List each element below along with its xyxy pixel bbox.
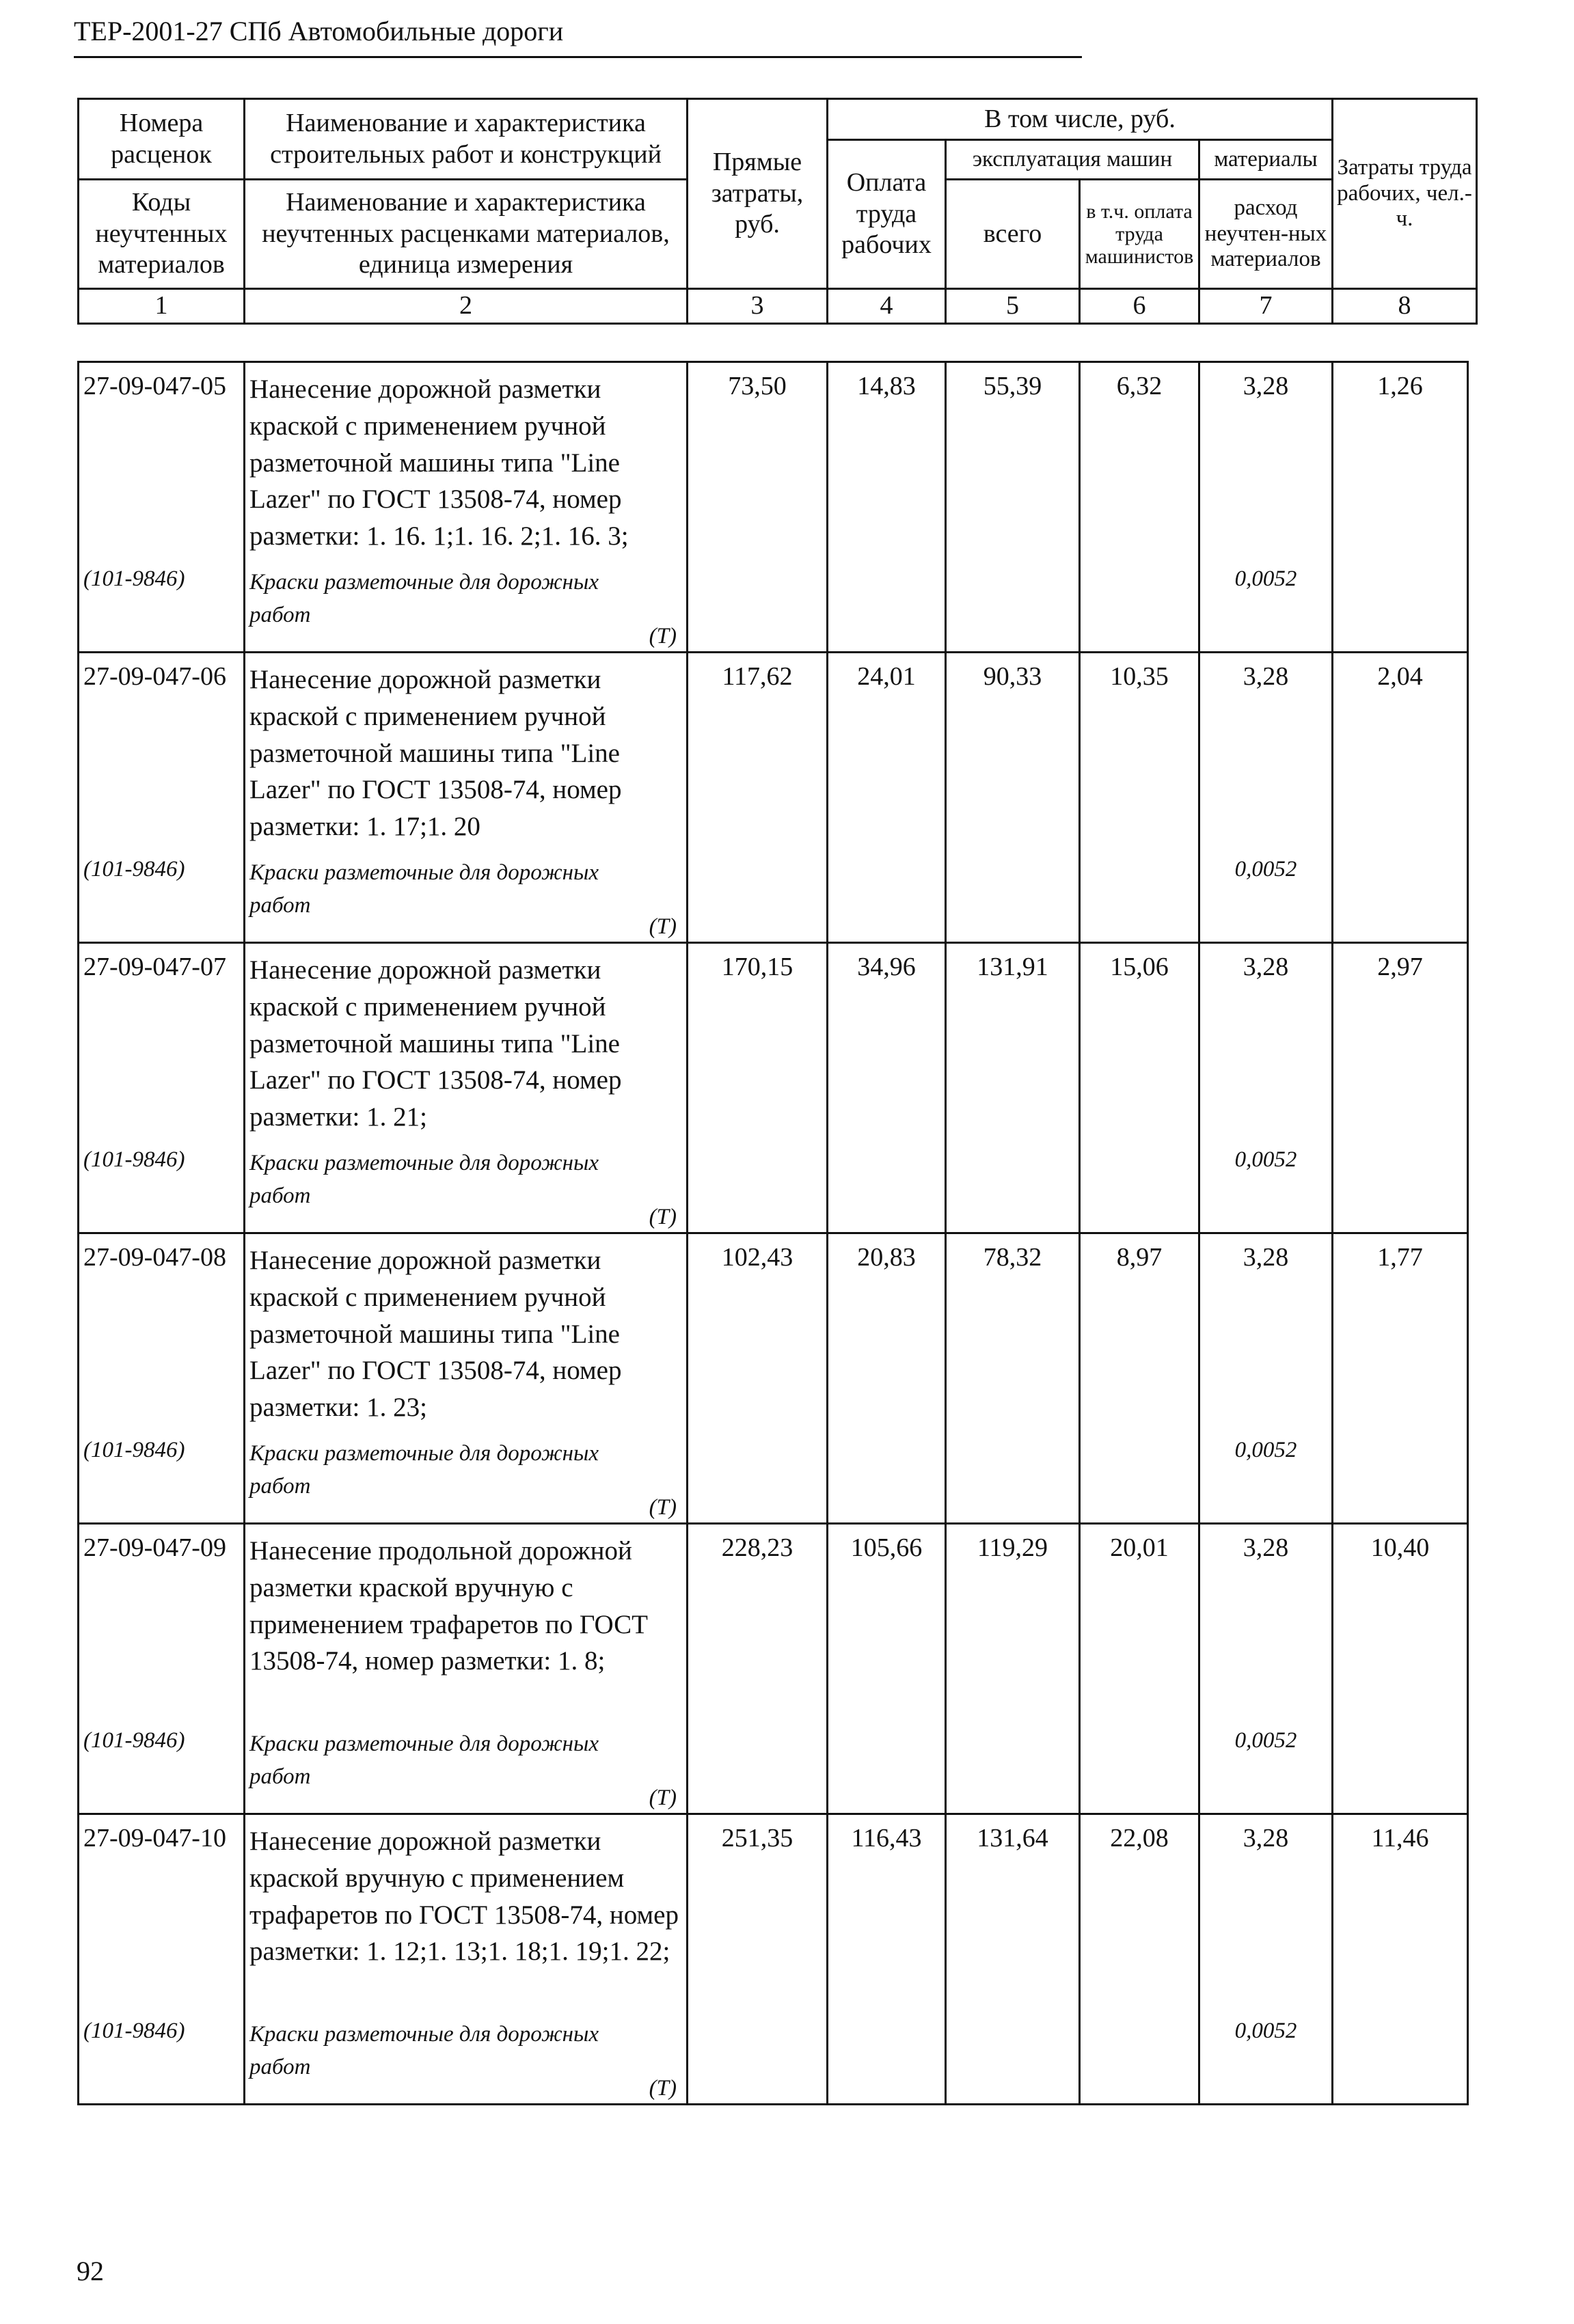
rates-table — [77, 361, 1469, 2105]
labor-hours: 10,40 — [1333, 1524, 1468, 1814]
work-description: Нанесение дорожной разметки краской вручную с применением трафаретов по ГОСТ 13508-74, номер разметки: 1. 12;1. 13;1. 18;1. 19;1. 22; — [249, 1827, 679, 1967]
material-name: Краски разметочные для дорожных работ — [249, 2022, 599, 2079]
work-description-cell — [245, 943, 688, 1233]
materials-cell — [1199, 362, 1333, 653]
work-description-cell — [245, 1814, 688, 2105]
header-rate-numbers: Номера расценок — [79, 99, 245, 180]
header-rule — [74, 56, 1082, 58]
material-unit: (Т) — [649, 624, 677, 648]
column-number: 2 — [245, 289, 688, 324]
labor-hours: 2,97 — [1333, 943, 1468, 1233]
header-unaccounted-materials: расход неучтен-ных материалов — [1199, 180, 1333, 289]
labor-hours: 1,77 — [1333, 1233, 1468, 1524]
work-description-cell — [245, 1233, 688, 1524]
header-machine-operation: эксплуатация машин — [946, 140, 1199, 180]
rate-code: 27-09-047-07 — [83, 953, 226, 981]
material-code: (101-9846) — [83, 1728, 185, 1753]
material-unit: (Т) — [649, 2076, 677, 2101]
material-quantity: 0,0052 — [1234, 2019, 1297, 2043]
table-header — [77, 98, 1478, 325]
header-labor-hours: Затраты труда рабочих, чел.-ч. — [1333, 99, 1477, 289]
labor-hours: 1,26 — [1333, 362, 1468, 653]
direct-costs: 73,50 — [688, 362, 828, 653]
material-code: (101-9846) — [83, 857, 185, 881]
labor-pay: 116,43 — [828, 1814, 946, 2105]
materials-cost: 3,28 — [1243, 1243, 1289, 1272]
machinists-pay: 8,97 — [1080, 1233, 1199, 1524]
materials-cell — [1199, 653, 1333, 943]
material-unit: (Т) — [649, 1495, 677, 1520]
material-name: Краски разметочные для дорожных работ — [249, 1151, 599, 1208]
materials-cost: 3,28 — [1243, 953, 1289, 981]
labor-pay: 34,96 — [828, 943, 946, 1233]
column-number: 1 — [79, 289, 245, 324]
header-direct-costs: Прямые затраты, руб. — [688, 99, 828, 289]
header-material-codes: Коды неучтенных материалов — [79, 180, 245, 289]
rate-code-cell — [79, 1814, 245, 2105]
labor-pay: 24,01 — [828, 653, 946, 943]
materials-cost: 3,28 — [1243, 662, 1289, 691]
labor-pay: 14,83 — [828, 362, 946, 653]
column-number: 6 — [1080, 289, 1199, 324]
material-quantity: 0,0052 — [1234, 1438, 1297, 1462]
page-header: ТЕР-2001-27 СПб Автомобильные дороги — [74, 16, 564, 46]
header-machinists-pay: в т.ч. оплата труда машинистов — [1080, 180, 1199, 289]
rate-code-cell — [79, 1524, 245, 1814]
rate-code: 27-09-047-09 — [83, 1533, 226, 1562]
material-quantity: 0,0052 — [1234, 857, 1297, 881]
header-including: В том числе, руб. — [828, 99, 1333, 140]
table-row — [79, 1524, 1468, 1814]
rate-code: 27-09-047-05 — [83, 372, 226, 400]
table-row — [79, 362, 1468, 653]
rate-code-cell — [79, 362, 245, 653]
direct-costs: 117,62 — [688, 653, 828, 943]
machines-total: 90,33 — [946, 653, 1080, 943]
work-description: Нанесение дорожной разметки краской с применением ручной разметочной машины типа "Line Lazer" по ГОСТ 13508-74, номер разметки: 1. 23; — [249, 1246, 622, 1423]
material-code: (101-9846) — [83, 1147, 185, 1172]
header-materials: материалы — [1199, 140, 1333, 180]
header-work-name: Наименование и характеристика строительных работ и конструкций — [245, 99, 688, 180]
header-machines-total: всего — [946, 180, 1080, 289]
work-description: Нанесение дорожной разметки краской с применением ручной разметочной машины типа "Line Lazer" по ГОСТ 13508-74, номер разметки: 1. 21; — [249, 955, 622, 1132]
material-code: (101-9846) — [83, 2019, 185, 2043]
header-material-name: Наименование и характеристика неучтенных расценками материалов, единица измерения — [245, 180, 688, 289]
work-description-cell — [245, 653, 688, 943]
labor-hours: 11,46 — [1333, 1814, 1468, 2105]
page-number: 92 — [77, 2256, 104, 2286]
material-unit: (Т) — [649, 1786, 677, 1810]
machines-total: 55,39 — [946, 362, 1080, 653]
labor-pay: 105,66 — [828, 1524, 946, 1814]
direct-costs: 251,35 — [688, 1814, 828, 2105]
material-unit: (Т) — [649, 914, 677, 939]
materials-cell — [1199, 1814, 1333, 2105]
material-quantity: 0,0052 — [1234, 566, 1297, 591]
material-name: Краски разметочные для дорожных работ — [249, 1441, 599, 1499]
table-row — [79, 1233, 1468, 1524]
materials-cost: 3,28 — [1243, 1533, 1289, 1562]
machinists-pay: 6,32 — [1080, 362, 1199, 653]
machines-total: 119,29 — [946, 1524, 1080, 1814]
machinists-pay: 22,08 — [1080, 1814, 1199, 2105]
direct-costs: 228,23 — [688, 1524, 828, 1814]
rate-code-cell — [79, 1233, 245, 1524]
table-row — [79, 943, 1468, 1233]
machinists-pay: 15,06 — [1080, 943, 1199, 1233]
column-number: 3 — [688, 289, 828, 324]
work-description-cell — [245, 1524, 688, 1814]
rate-code: 27-09-047-08 — [83, 1243, 226, 1272]
labor-hours: 2,04 — [1333, 653, 1468, 943]
rate-code: 27-09-047-10 — [83, 1824, 226, 1853]
materials-cost: 3,28 — [1243, 372, 1289, 400]
direct-costs: 170,15 — [688, 943, 828, 1233]
materials-cell — [1199, 1524, 1333, 1814]
direct-costs: 102,43 — [688, 1233, 828, 1524]
work-description: Нанесение продольной дорожной разметки краской вручную с применением трафаретов по ГОСТ 13508-74, номер разметки: 1. 8; — [249, 1536, 648, 1676]
machines-total: 131,91 — [946, 943, 1080, 1233]
materials-cell — [1199, 943, 1333, 1233]
materials-cell — [1199, 1233, 1333, 1524]
machinists-pay: 10,35 — [1080, 653, 1199, 943]
materials-cost: 3,28 — [1243, 1824, 1289, 1853]
table-row — [79, 653, 1468, 943]
column-number: 7 — [1199, 289, 1333, 324]
header-labor-pay: Оплата труда рабочих — [828, 140, 946, 289]
machines-total: 131,64 — [946, 1814, 1080, 2105]
work-description: Нанесение дорожной разметки краской с применением ручной разметочной машины типа "Line Lazer" по ГОСТ 13508-74, номер разметки: 1. 17;1. 20 — [249, 665, 622, 842]
material-name: Краски разметочные для дорожных работ — [249, 860, 599, 918]
machinists-pay: 20,01 — [1080, 1524, 1199, 1814]
work-description-cell — [245, 362, 688, 653]
material-quantity: 0,0052 — [1234, 1147, 1297, 1172]
material-unit: (Т) — [649, 1205, 677, 1229]
rate-code: 27-09-047-06 — [83, 662, 226, 691]
material-name: Краски разметочные для дорожных работ — [249, 570, 599, 627]
table-row — [79, 1814, 1468, 2105]
column-number: 5 — [946, 289, 1080, 324]
rate-code-cell — [79, 943, 245, 1233]
machines-total: 78,32 — [946, 1233, 1080, 1524]
column-number: 4 — [828, 289, 946, 324]
labor-pay: 20,83 — [828, 1233, 946, 1524]
material-code: (101-9846) — [83, 566, 185, 591]
work-description: Нанесение дорожной разметки краской с применением ручной разметочной машины типа "Line Lazer" по ГОСТ 13508-74, номер разметки: 1. 16. 1;1. 16. 2;1. 16. 3; — [249, 374, 629, 551]
column-number: 8 — [1333, 289, 1477, 324]
material-quantity: 0,0052 — [1234, 1728, 1297, 1753]
material-name: Краски разметочные для дорожных работ — [249, 1732, 599, 1789]
material-code: (101-9846) — [83, 1438, 185, 1462]
rate-code-cell — [79, 653, 245, 943]
